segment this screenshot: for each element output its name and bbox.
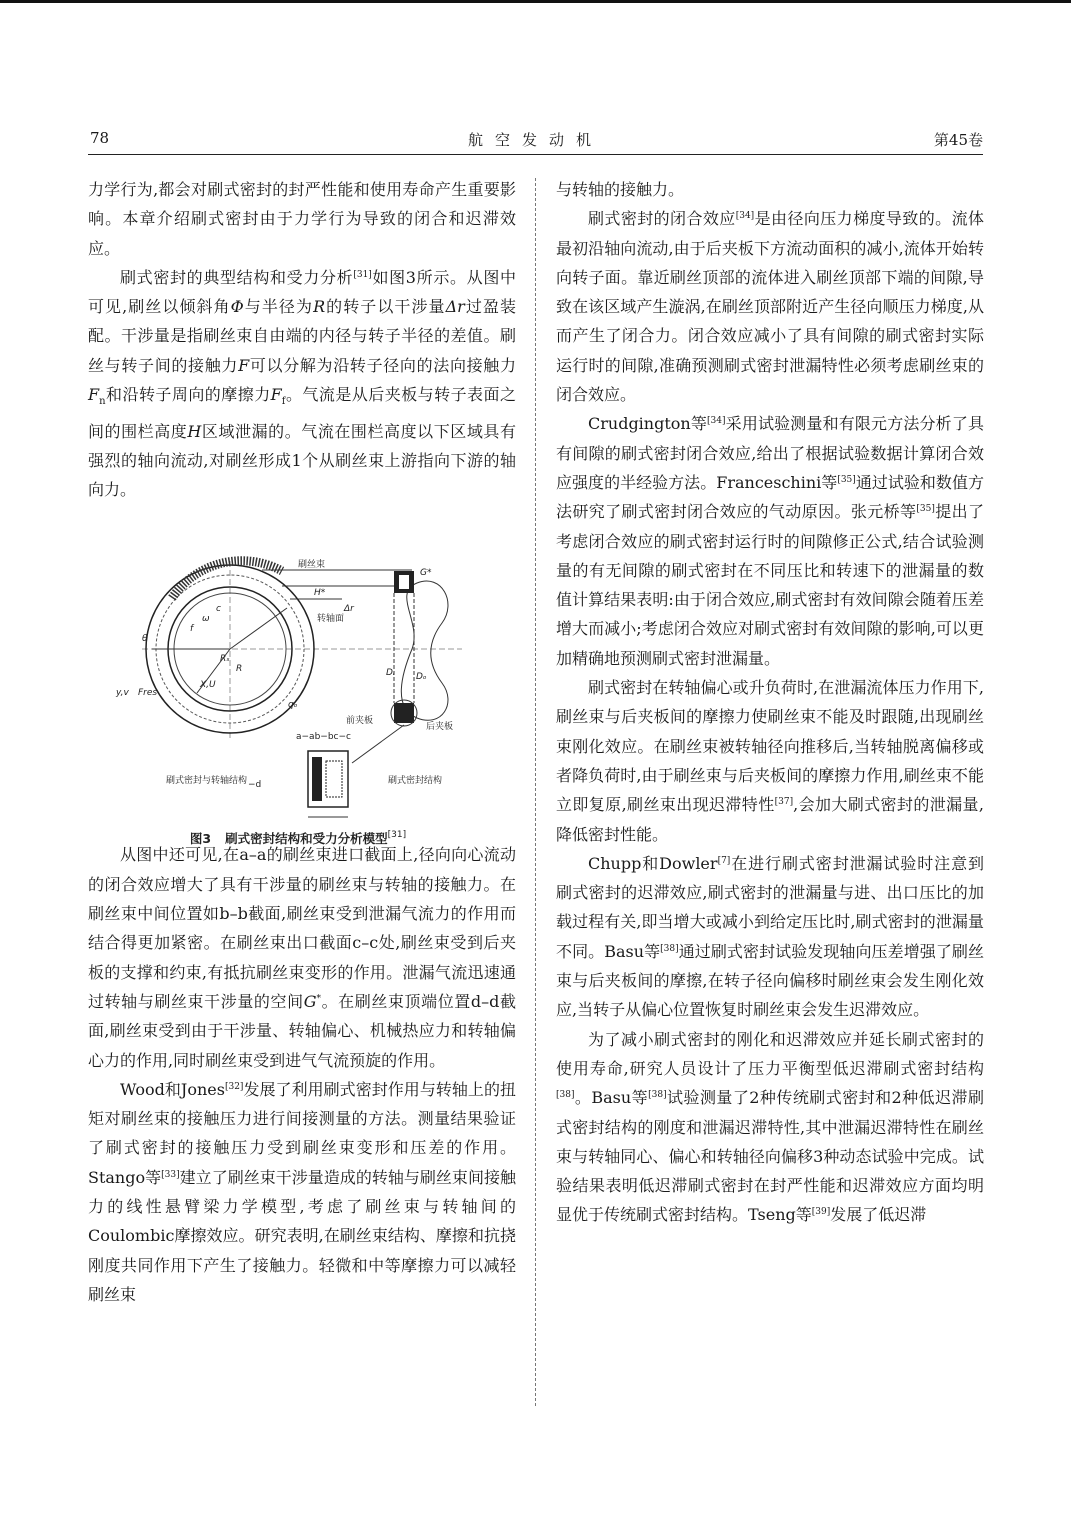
header-rule (88, 154, 983, 155)
paragraph (556, 204, 984, 409)
figure-3 (112, 553, 484, 858)
citation: [35] (837, 474, 856, 485)
symbol: R (313, 297, 326, 317)
symbol: Δr (445, 297, 465, 317)
paragraph (88, 263, 516, 505)
label-Rs: Rₛ (220, 654, 230, 664)
symbol: F (270, 385, 282, 405)
label-c: c (216, 604, 221, 614)
text: 区域泄漏的。气流在围栏高度以下区域具有强烈的轴向流动,对刷丝形成1个从刷丝束上游指向下游的轴向力。 (88, 421, 516, 500)
citation: [38] (660, 943, 679, 954)
citation: [31] (353, 269, 372, 280)
superscript: * (316, 993, 321, 1004)
paragraph (556, 409, 984, 673)
label-shaft-surface: 转轴面 (317, 614, 345, 624)
symbol: F (238, 355, 250, 375)
citation: [39] (811, 1207, 831, 1218)
text: ,会加大刷式密封的泄漏量,降低密封性能。 (556, 795, 984, 844)
text: 。在刷丝束顶端位置d–d截面,刷丝束受到由于干涉量、转轴偏心、机械热应力和转轴偏心力的作用,同时刷丝束受到进气气流预旋的作用。 (88, 991, 516, 1070)
citation: [34] (735, 211, 755, 222)
citation: [33] (161, 1169, 180, 1180)
label-brush-bundle: 刷丝束 (298, 560, 326, 570)
label-section-d: −d (248, 780, 262, 790)
subscript: n (99, 396, 106, 408)
label-omega: ω (202, 614, 210, 624)
caption-text: 刷式密封结构和受力分析模型 (225, 831, 388, 846)
text: 刷式密封的闭合效应 (588, 209, 736, 229)
text: Crudgington等 (588, 414, 708, 434)
label-yv: y,v (116, 688, 129, 698)
brush-seal-diagram (112, 553, 484, 823)
paragraph (556, 175, 984, 204)
citation: [31] (387, 830, 407, 840)
paragraph (556, 849, 984, 1025)
volume-label: 第45卷 (933, 131, 983, 149)
right-column (556, 175, 984, 1230)
brush-block-bottom (394, 703, 414, 723)
label-sections: a−ab−bc−c (296, 732, 351, 742)
figure-caption (112, 829, 484, 847)
text: 在进行刷式密封泄漏试验时注意到刷式密封的迟滞效应,刷式密封的泄漏量与进、出口压比的加载过程有关,即当增大或减小到给定压比时,刷式密封的泄漏量不同。Basu等 (556, 853, 984, 961)
detail-bristles (326, 761, 342, 797)
text: 从图中还可见,在a–a的刷丝束进口截面上,径向向心流动的闭合效应增大了具有干涉量的刷丝束与转轴的接触力。在刷丝束中间位置如b–b截面,刷丝束受到泄漏气流力的作用而结合得更加紧密。在刷丝束出口截面c–c处,刷丝束受到后夹板的支撑和约束,有抵抗刷丝束变形的作用。泄漏气流迅速通过转轴与刷丝束干涉量的空间 (88, 845, 516, 1011)
brush-block-top-inner (399, 575, 409, 589)
citation: [38] (556, 1090, 575, 1101)
text: 发展了利用刷式密封作用与转轴上的扭矩对刷丝束的接触压力进行间接测量的方法。测量结果验证了刷式密封的接触压力受到刷丝束变形和压差的作用。Stango等 (88, 1079, 516, 1187)
label-XU: X,U (200, 680, 216, 690)
radius-line (230, 608, 287, 649)
page-number: 78 (90, 129, 110, 147)
text: 。气流是从后夹板与转子表面之间的围栏高度 (88, 385, 516, 441)
shaft-outline (401, 581, 448, 720)
journal-title: 航空发动机 (467, 131, 603, 149)
label-front-plate: 前夹板 (346, 716, 374, 726)
detail-arrow (352, 725, 404, 763)
caption-number: 图3 (189, 831, 212, 846)
paragraph (88, 1075, 516, 1309)
citation: [7] (717, 855, 731, 866)
top-border (0, 0, 1071, 3)
bristle-arc (172, 561, 282, 598)
symbol: Φ (230, 297, 244, 317)
label-dr: Δr (344, 604, 354, 614)
label-Di: Dᵢ (386, 668, 395, 678)
symbol: H (187, 421, 202, 441)
paragraph (556, 1025, 984, 1230)
text: 可以分解为沿转子径向的法向接触力 (249, 355, 516, 375)
label-R: R (236, 664, 243, 674)
text: 发展了低迟滞 (830, 1205, 927, 1225)
text: 。Basu等 (574, 1088, 649, 1108)
text: 建立了刷丝束干涉量造成的转轴与刷丝束间接触力的线性悬臂梁力学模型,考虑了刷丝束与转轴间的Coulombic摩擦效应。研究表明,在刷丝束结构、摩擦和抗挠刚度共同作用下产生了接触力。轻微和中等摩擦力可以减轻刷丝束 (88, 1167, 516, 1304)
citation: [37] (774, 797, 794, 808)
paragraph (88, 840, 516, 1074)
label-Do: Dₒ (416, 672, 427, 682)
text: 过盈装配。干涉量是指刷丝束自由端的内径与转子半径的差值。刷丝与转子间的接触力 (88, 297, 516, 375)
text: 通过刷式密封试验发现轴向压差增强了刷丝束与后夹板间的摩擦,在转子径向偏移时刷丝束会发生刚化效应,当转子从偏心位置恢复时刷丝束会发生迟滞效应。 (556, 941, 984, 1020)
text: 与转轴的接触力。 (556, 180, 685, 199)
label-theta: θ (142, 634, 148, 644)
citation: [35] (916, 504, 935, 515)
label-q: qₒ (288, 700, 298, 710)
text: Chupp和Dowler (588, 853, 718, 873)
citation: [38] (648, 1090, 667, 1101)
symbol: G (303, 991, 317, 1011)
label-f: f (190, 624, 194, 634)
paragraph (556, 673, 984, 849)
text: 采用试验测量和有限元方法分析了具有间隙的刷式密封闭合效应,给出了根据试验数据计算闭合效应强度的半经验方法。Franceschini等 (556, 414, 984, 492)
subscript: f (281, 396, 286, 408)
text: 通过试验和数值方法研究了刷式密封闭合效应的气动原因。张元桥等 (556, 472, 984, 522)
label-right-title: 刷式密封结构 (388, 776, 443, 786)
label-H: H* (314, 588, 326, 598)
label-back-plate: 后夹板 (426, 722, 454, 732)
text: 试验测量了2种传统刷式密封和2种低迟滞刷式密封结构的刚度和泄漏迟滞特性,其中泄漏迟滞特性在刷丝束与转轴同心、偏心和转轴径向偏移3种动态试验中完成。试验结果表明低迟滞刷式密封在封严性能和迟滞效应方面均明显优于传统刷式密封结构。Tseng等 (556, 1088, 984, 1225)
text: 的转子以干涉量 (325, 297, 446, 317)
citation: [32] (224, 1081, 244, 1092)
label-left-title: 刷式密封与转轴结构 (166, 776, 248, 786)
label-Fres: Fres (138, 688, 158, 698)
text: 提出了考虑闭合效应的刷式密封运行时的间隙修正公式,结合试验测量的有无间隙的刷式密封在不同压比和转速下的泄漏量的数值计算结果表明:由于闭合效应,刷式密封有效间隙会随着压差增大而减小;考虑闭合效应对刷式密封有效间隙的影响,可以更加精确地预测刷式密封泄漏量。 (556, 502, 984, 668)
text: 为了减小刷式密封的刚化和迟滞效应并延长刷式密封的使用寿命,研究人员设计了压力平衡型低迟滞刷式密封结构 (556, 1029, 984, 1078)
column-divider (535, 178, 536, 1406)
label-G: G* (420, 568, 432, 578)
text: 刷式密封在转轴偏心或升负荷时,在泄漏流体压力作用下,刷丝束与后夹板间的摩擦力使刷丝束不能及时跟随,出现刷丝束刚化效应。在刷丝束被转轴径向推移后,当转轴脱离偏移或者降负荷时,由于刷丝束与后夹板间的摩擦力作用,刷丝束不能立即复原,刷丝束出现迟滞特性 (556, 678, 984, 815)
running-header (88, 124, 983, 154)
text: Wood和Jones (120, 1079, 225, 1099)
detail-bar (312, 757, 322, 801)
text: 如图3所示。从图中可见,刷丝以倾斜角 (88, 267, 516, 317)
text: 是由径向压力梯度导致的。流体最初沿轴向流动,由于后夹板下方流动面积的减小,流体开始转向转子面。靠近刷丝顶部的流体进入刷丝顶部下端的间隙,导致在该区域产生漩涡,在刷丝顶部附近产生径向顺压力梯度,从而产生了闭合力。闭合效应减小了具有间隙的刷式密封实际运行时的间隙,准确预测刷式密封泄漏特性必须考虑刷丝束的闭合效应。 (556, 209, 984, 405)
text: 和沿转子周向的摩擦力 (105, 385, 271, 405)
citation: [34] (707, 416, 726, 427)
text: 与半径为 (243, 297, 314, 317)
text: 刷式密封的典型结构和受力分析 (120, 267, 354, 287)
paragraph (88, 175, 516, 263)
text: 力学行为,都会对刷式密封的封严性能和使用寿命产生重要影响。本章介绍刷式密封由于力学行为导致的闭合和迟滞效应。 (88, 180, 516, 258)
symbol: F (88, 385, 100, 405)
